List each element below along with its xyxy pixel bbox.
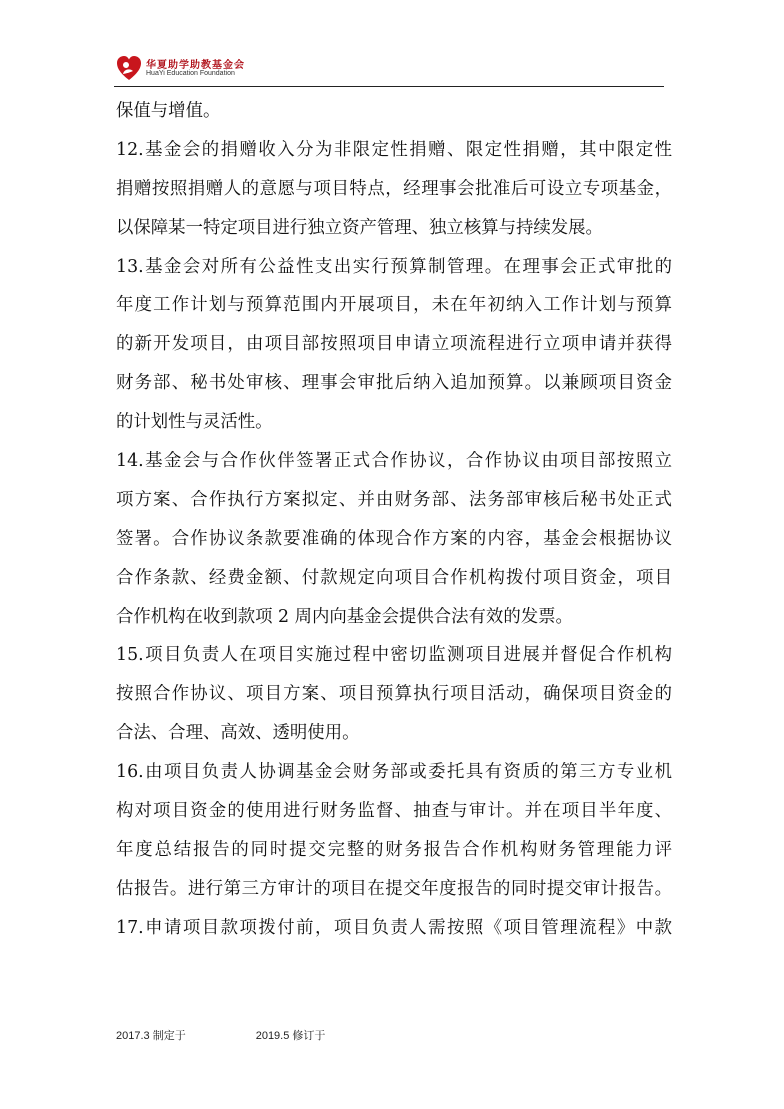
text-line: 构对项目资金的使用进行财务监督、抽查与审计。并在项目半年度、: [116, 801, 672, 822]
text-line: 签署。合作协议条款要准确的体现合作方案的内容，基金会根据协议: [116, 528, 672, 549]
text-line: 12.基金会的捐赠收入分为非限定性捐赠、限定性捐赠，其中限定性: [116, 139, 672, 160]
text-line: 15.项目负责人在项目实施过程中密切监测项目进展并督促合作机构: [116, 645, 672, 666]
text-line: 估报告。进行第三方审计的项目在提交年度报告的同时提交审计报告。: [116, 878, 672, 899]
text-line: 17.申请项目款项拨付前，项目负责人需按照《项目管理流程》中款: [116, 917, 672, 938]
text-line: 16.由项目负责人协调基金会财务部或委托具有资质的第三方专业机: [116, 762, 672, 783]
text-line: 13.基金会对所有公益性支出实行预算制管理。在理事会正式审批的: [116, 256, 672, 277]
document-body: [116, 92, 672, 948]
text-line: 年度工作计划与预算范围内开展项目，未在年初纳入工作计划与预算: [116, 295, 672, 316]
text-line: 合作条款、经费金额、付款规定向项目合作机构拨付项目资金，项目: [116, 567, 672, 588]
footer-revised-date: 2019.5 修订于: [255, 1030, 326, 1042]
text-line: 合法、合理、高效、透明使用。: [116, 723, 360, 744]
text-line: 捐赠按照捐赠人的意愿与项目特点，经理事会批准后可设立专项基金，: [116, 178, 672, 199]
text-line: 的新开发项目，由项目部按照项目申请立项流程进行立项申请并获得: [116, 334, 672, 355]
text-line: 保值与增值。: [116, 101, 221, 121]
text-line: 合作机构在收到款项 2 周内向基金会提供合法有效的发票。: [116, 606, 573, 627]
text-line: 项方案、合作执行方案拟定、并由财务部、法务部审核后秘书处正式: [116, 489, 672, 510]
text-line: 14.基金会与合作伙伴签署正式合作协议，合作协议由项目部按照立: [116, 451, 672, 472]
page-header: [114, 52, 664, 87]
text-line: 的计划性与灵活性。: [116, 412, 273, 433]
text-line: 年度总结报告的同时提交完整的财务报告合作机构财务管理能力评: [116, 839, 672, 860]
heart-child-logo-icon: [116, 54, 142, 82]
page-footer: [116, 1027, 325, 1043]
text-line: 财务部、秘书处审核、理事会审批后纳入追加预算。以兼顾项目资金: [116, 373, 672, 394]
org-name-cn: 华夏助学助教基金会: [146, 60, 245, 71]
footer-made-date: 2017.3 制定于: [116, 1030, 186, 1042]
org-name-en: HuaYi Education Foundation: [146, 70, 235, 77]
text-line: 按照合作协议、项目方案、项目预算执行项目活动，确保项目资金的: [116, 684, 672, 705]
text-line: 以保障某一特定项目进行独立资产管理、独立核算与持续发展。: [116, 217, 603, 238]
